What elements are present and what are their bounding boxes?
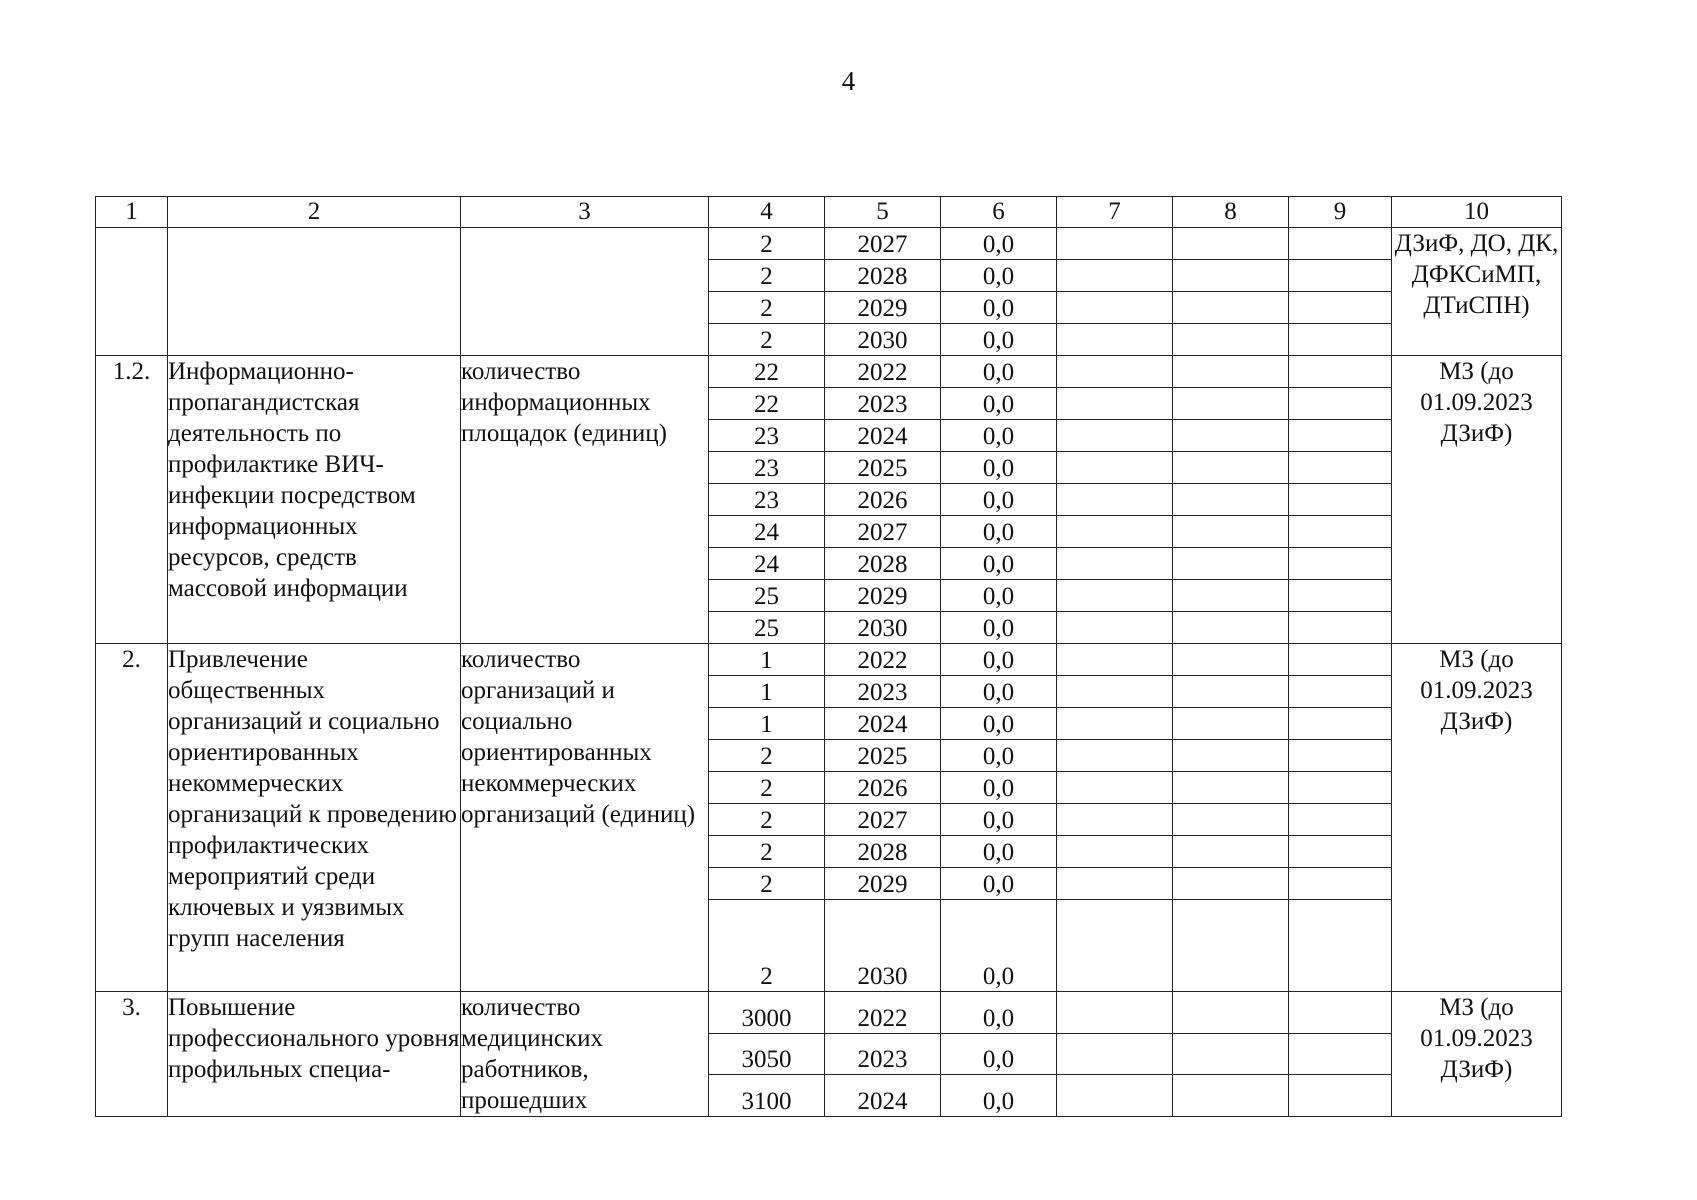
indicator-value: 23: [709, 484, 825, 516]
header-row: [96, 197, 1562, 228]
year-cell: 2028: [825, 548, 941, 580]
empty-cell-col8: [1173, 484, 1289, 516]
amount-cell: 0,0: [941, 900, 1057, 992]
empty-cell-col9: [1289, 324, 1392, 356]
empty-cell-col9: [1289, 292, 1392, 324]
empty-cell-col8: [1173, 868, 1289, 900]
amount-cell: 0,0: [941, 612, 1057, 644]
header-cell: 10: [1392, 197, 1562, 228]
amount-cell: 0,0: [941, 292, 1057, 324]
empty-cell-col7: [1057, 388, 1173, 420]
indicator-value: 2: [709, 292, 825, 324]
year-cell: 2025: [825, 452, 941, 484]
indicator-value: 23: [709, 452, 825, 484]
activity-name: [168, 228, 461, 356]
year-cell: 2023: [825, 1033, 941, 1075]
empty-cell-col9: [1289, 260, 1392, 292]
empty-cell-col8: [1173, 644, 1289, 676]
indicator-value: 3050: [709, 1033, 825, 1075]
empty-cell-col9: [1289, 868, 1392, 900]
empty-cell-col8: [1173, 804, 1289, 836]
empty-cell-col8: [1173, 388, 1289, 420]
empty-cell-col7: [1057, 676, 1173, 708]
year-cell: 2022: [825, 644, 941, 676]
empty-cell-col9: [1289, 836, 1392, 868]
amount-cell: 0,0: [941, 644, 1057, 676]
item-number: 2.: [96, 644, 168, 992]
empty-cell-col9: [1289, 484, 1392, 516]
table-row: [96, 356, 1562, 388]
indicator-value: 22: [709, 356, 825, 388]
amount-cell: 0,0: [941, 260, 1057, 292]
amount-cell: 0,0: [941, 836, 1057, 868]
empty-cell-col9: [1289, 452, 1392, 484]
year-cell: 2029: [825, 292, 941, 324]
responsible-executor: МЗ (до 01.09.2023 ДЗиФ): [1392, 356, 1562, 644]
empty-cell-col7: [1057, 992, 1173, 1034]
empty-cell-col8: [1173, 580, 1289, 612]
header-cell: 2: [168, 197, 461, 228]
empty-cell-col8: [1173, 420, 1289, 452]
empty-cell-col7: [1057, 580, 1173, 612]
indicator-name: количество организаций и социально ориентированных некоммерческих организаций (единиц): [461, 644, 709, 992]
amount-cell: 0,0: [941, 992, 1057, 1034]
empty-cell-col7: [1057, 804, 1173, 836]
amount-cell: 0,0: [941, 356, 1057, 388]
amount-cell: 0,0: [941, 1075, 1057, 1117]
indicator-value: 22: [709, 388, 825, 420]
indicator-name: количество медицинских работников, прошедших: [461, 992, 709, 1117]
header-cell: 7: [1057, 197, 1173, 228]
empty-cell-col9: [1289, 356, 1392, 388]
indicator-value: 2: [709, 868, 825, 900]
empty-cell-col8: [1173, 900, 1289, 992]
year-cell: 2027: [825, 804, 941, 836]
indicator-value: 23: [709, 420, 825, 452]
empty-cell-col8: [1173, 740, 1289, 772]
responsible-executor: ДЗиФ, ДО, ДК, ДФКСиМП, ДТиСПН): [1392, 228, 1562, 356]
empty-cell-col8: [1173, 836, 1289, 868]
empty-cell-col9: [1289, 740, 1392, 772]
empty-cell-col9: [1289, 612, 1392, 644]
item-number: 1.2.: [96, 356, 168, 644]
empty-cell-col7: [1057, 644, 1173, 676]
header-cell: 4: [709, 197, 825, 228]
year-cell: 2030: [825, 324, 941, 356]
empty-cell-col8: [1173, 516, 1289, 548]
indicator-value: 2: [709, 900, 825, 992]
activity-name: Повышение профессионального уровня профильных специа-: [168, 992, 461, 1117]
responsible-executor: МЗ (до 01.09.2023 ДЗиФ): [1392, 644, 1562, 992]
amount-cell: 0,0: [941, 868, 1057, 900]
year-cell: 2026: [825, 484, 941, 516]
empty-cell-col7: [1057, 772, 1173, 804]
empty-cell-col8: [1173, 992, 1289, 1034]
year-cell: 2023: [825, 676, 941, 708]
indicator-value: 2: [709, 804, 825, 836]
amount-cell: 0,0: [941, 708, 1057, 740]
header-cell: 3: [461, 197, 709, 228]
activity-name: Привлечение общественных организаций и социально ориентированных некоммерческих организаций к проведению профилактических мероприятий среди ключевых и уязвимых групп населения: [168, 644, 461, 992]
indicator-value: 3000: [709, 992, 825, 1034]
year-cell: 2022: [825, 992, 941, 1034]
year-cell: 2026: [825, 772, 941, 804]
empty-cell-col8: [1173, 292, 1289, 324]
item-number: 3.: [96, 992, 168, 1117]
empty-cell-col7: [1057, 1075, 1173, 1117]
indicator-value: 1: [709, 644, 825, 676]
year-cell: 2023: [825, 388, 941, 420]
year-cell: 2030: [825, 612, 941, 644]
empty-cell-col8: [1173, 772, 1289, 804]
year-cell: 2024: [825, 1075, 941, 1117]
empty-cell-col8: [1173, 228, 1289, 260]
page-number: 4: [841, 66, 856, 96]
empty-cell-col9: [1289, 516, 1392, 548]
empty-cell-col7: [1057, 484, 1173, 516]
activity-name: Информационно-пропагандистская деятельность по профилактике ВИЧ-инфекции посредством информационных ресурсов, средств массовой информации: [168, 356, 461, 644]
table-row: [96, 228, 1562, 260]
empty-cell-col8: [1173, 1033, 1289, 1075]
empty-cell-col8: [1173, 260, 1289, 292]
amount-cell: 0,0: [941, 772, 1057, 804]
indicator-value: 2: [709, 260, 825, 292]
empty-cell-col9: [1289, 228, 1392, 260]
empty-cell-col9: [1289, 1075, 1392, 1117]
empty-cell-col7: [1057, 740, 1173, 772]
empty-cell-col9: [1289, 772, 1392, 804]
empty-cell-col9: [1289, 708, 1392, 740]
empty-cell-col7: [1057, 292, 1173, 324]
amount-cell: 0,0: [941, 324, 1057, 356]
year-cell: 2025: [825, 740, 941, 772]
empty-cell-col7: [1057, 260, 1173, 292]
indicator-value: 24: [709, 516, 825, 548]
indicator-value: 1: [709, 676, 825, 708]
empty-cell-col8: [1173, 324, 1289, 356]
empty-cell-col9: [1289, 548, 1392, 580]
indicator-value: 25: [709, 612, 825, 644]
empty-cell-col7: [1057, 324, 1173, 356]
table-row: [96, 992, 1562, 1034]
header-cell: 9: [1289, 197, 1392, 228]
amount-cell: 0,0: [941, 484, 1057, 516]
empty-cell-col9: [1289, 420, 1392, 452]
indicator-value: 1: [709, 708, 825, 740]
empty-cell-col9: [1289, 676, 1392, 708]
year-cell: 2030: [825, 900, 941, 992]
empty-cell-col9: [1289, 388, 1392, 420]
empty-cell-col9: [1289, 580, 1392, 612]
amount-cell: 0,0: [941, 1033, 1057, 1075]
empty-cell-col9: [1289, 804, 1392, 836]
header-cell: 5: [825, 197, 941, 228]
empty-cell-col7: [1057, 356, 1173, 388]
empty-cell-col8: [1173, 452, 1289, 484]
year-cell: 2024: [825, 708, 941, 740]
indicator-value: 2: [709, 772, 825, 804]
amount-cell: 0,0: [941, 452, 1057, 484]
amount-cell: 0,0: [941, 388, 1057, 420]
year-cell: 2024: [825, 420, 941, 452]
empty-cell-col9: [1289, 644, 1392, 676]
indicator-value: 24: [709, 548, 825, 580]
year-cell: 2027: [825, 516, 941, 548]
empty-cell-col7: [1057, 228, 1173, 260]
empty-cell-col7: [1057, 516, 1173, 548]
indicator-value: 2: [709, 740, 825, 772]
empty-cell-col8: [1173, 548, 1289, 580]
table-row: [96, 644, 1562, 676]
year-cell: 2029: [825, 868, 941, 900]
empty-cell-col7: [1057, 708, 1173, 740]
plan-table: [95, 196, 1562, 1117]
empty-cell-col7: [1057, 1033, 1173, 1075]
indicator-value: 25: [709, 580, 825, 612]
empty-cell-col7: [1057, 452, 1173, 484]
empty-cell-col7: [1057, 900, 1173, 992]
empty-cell-col8: [1173, 676, 1289, 708]
empty-cell-col9: [1289, 992, 1392, 1034]
header-cell: 8: [1173, 197, 1289, 228]
indicator-value: 2: [709, 228, 825, 260]
item-number: [96, 228, 168, 356]
amount-cell: 0,0: [941, 228, 1057, 260]
responsible-executor: МЗ (до 01.09.2023 ДЗиФ): [1392, 992, 1562, 1117]
empty-cell-col7: [1057, 548, 1173, 580]
amount-cell: 0,0: [941, 548, 1057, 580]
indicator-name: количество информационных площадок (единиц): [461, 356, 709, 644]
header-cell: 1: [96, 197, 168, 228]
amount-cell: 0,0: [941, 740, 1057, 772]
empty-cell-col9: [1289, 900, 1392, 992]
amount-cell: 0,0: [941, 676, 1057, 708]
amount-cell: 0,0: [941, 580, 1057, 612]
empty-cell-col7: [1057, 420, 1173, 452]
empty-cell-col7: [1057, 868, 1173, 900]
empty-cell-col8: [1173, 356, 1289, 388]
indicator-value: 3100: [709, 1075, 825, 1117]
indicator-name: [461, 228, 709, 356]
year-cell: 2028: [825, 260, 941, 292]
indicator-value: 2: [709, 836, 825, 868]
year-cell: 2022: [825, 356, 941, 388]
empty-cell-col8: [1173, 612, 1289, 644]
header-cell: 6: [941, 197, 1057, 228]
amount-cell: 0,0: [941, 420, 1057, 452]
indicator-value: 2: [709, 324, 825, 356]
empty-cell-col7: [1057, 836, 1173, 868]
empty-cell-col8: [1173, 708, 1289, 740]
amount-cell: 0,0: [941, 516, 1057, 548]
amount-cell: 0,0: [941, 804, 1057, 836]
empty-cell-col9: [1289, 1033, 1392, 1075]
empty-cell-col7: [1057, 612, 1173, 644]
empty-cell-col8: [1173, 1075, 1289, 1117]
year-cell: 2029: [825, 580, 941, 612]
year-cell: 2028: [825, 836, 941, 868]
year-cell: 2027: [825, 228, 941, 260]
